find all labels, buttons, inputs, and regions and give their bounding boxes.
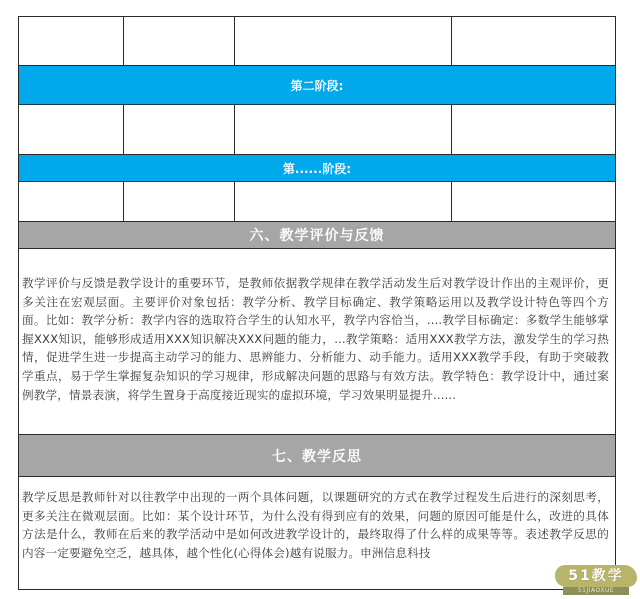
table-cell [235, 17, 452, 65]
table-cell [124, 105, 235, 154]
table-cell [452, 105, 615, 154]
phase-label: 第二阶段: [290, 78, 344, 93]
site-watermark-logo [555, 565, 637, 595]
table-row [19, 17, 615, 66]
phase-band-2 [19, 66, 615, 105]
table-cell [452, 17, 615, 65]
lesson-plan-table [18, 16, 616, 590]
watermark-subtext: 51JIAOXUE [563, 587, 629, 595]
table-cell [235, 105, 452, 154]
section-title: 七、教学反思 [272, 448, 362, 465]
section-heading-evaluation [19, 222, 615, 249]
table-row [19, 182, 615, 222]
phase-label: 第......阶段: [282, 161, 352, 176]
table-cell [452, 182, 615, 221]
section-body-reflection [19, 477, 615, 589]
watermark-logo-text: 51教学 [555, 565, 637, 587]
table-row [19, 105, 615, 155]
table-cell [235, 182, 452, 221]
section-paragraph: 教学评价与反馈是教学设计的重要环节，是教师依据教学规律在教学活动发生后对教学设计作出的主观评价，更多关注在宏观层面。主要评价对象包括：教学分析、教学目标确定、教学策略运用以及教学设计特色等四个方面。比如：教学分析：教学内容的选取符合学生的认知水平，教学内容恰当，....教学目标确定：多数学生能够掌握XXX知识，能够形成适用XXX知识解决XXX问题的能力，...教学策略：适用XXX教学方法，激发学生的学习热情，促进学生进一步提高主动学习的能力、思辨能力、分析能力、动手能力。适用XXX教学手段，有助于突破教学重点，易于学生掌握复杂知识的学习规律，形成解决问题的思路与有效方法。教学特色：教学设计中，通过案例教学，情景表演，将学生置身于高度接近现实的虚拟环境，学习效果明显提升...... [22, 276, 609, 402]
table-cell [124, 182, 235, 221]
section-body-evaluation [19, 249, 615, 435]
section-heading-reflection [19, 435, 615, 477]
table-cell [19, 105, 124, 154]
table-cell [19, 182, 124, 221]
table-cell [124, 17, 235, 65]
phase-band-n [19, 155, 615, 182]
section-title: 六、教学评价与反馈 [249, 228, 385, 244]
table-cell [19, 17, 124, 65]
section-paragraph: 教学反思是教师针对以往教学中出现的一两个具体问题，以课题研究的方式在教学过程发生后进行的深刻思考，更多关注在微观层面。比如：某个设计环节，为什么没有得到应有的效果，问题的原因可能是什么，改进的具体方法是什么，教师在后来的教学活动中是如何改进教学设计的，最终取得了什么样的成果等等。表述教学反思的内容一定要避免空乏，越具体，越个性化(心得体会)越有说服力。申洲信息科技 [22, 490, 609, 560]
